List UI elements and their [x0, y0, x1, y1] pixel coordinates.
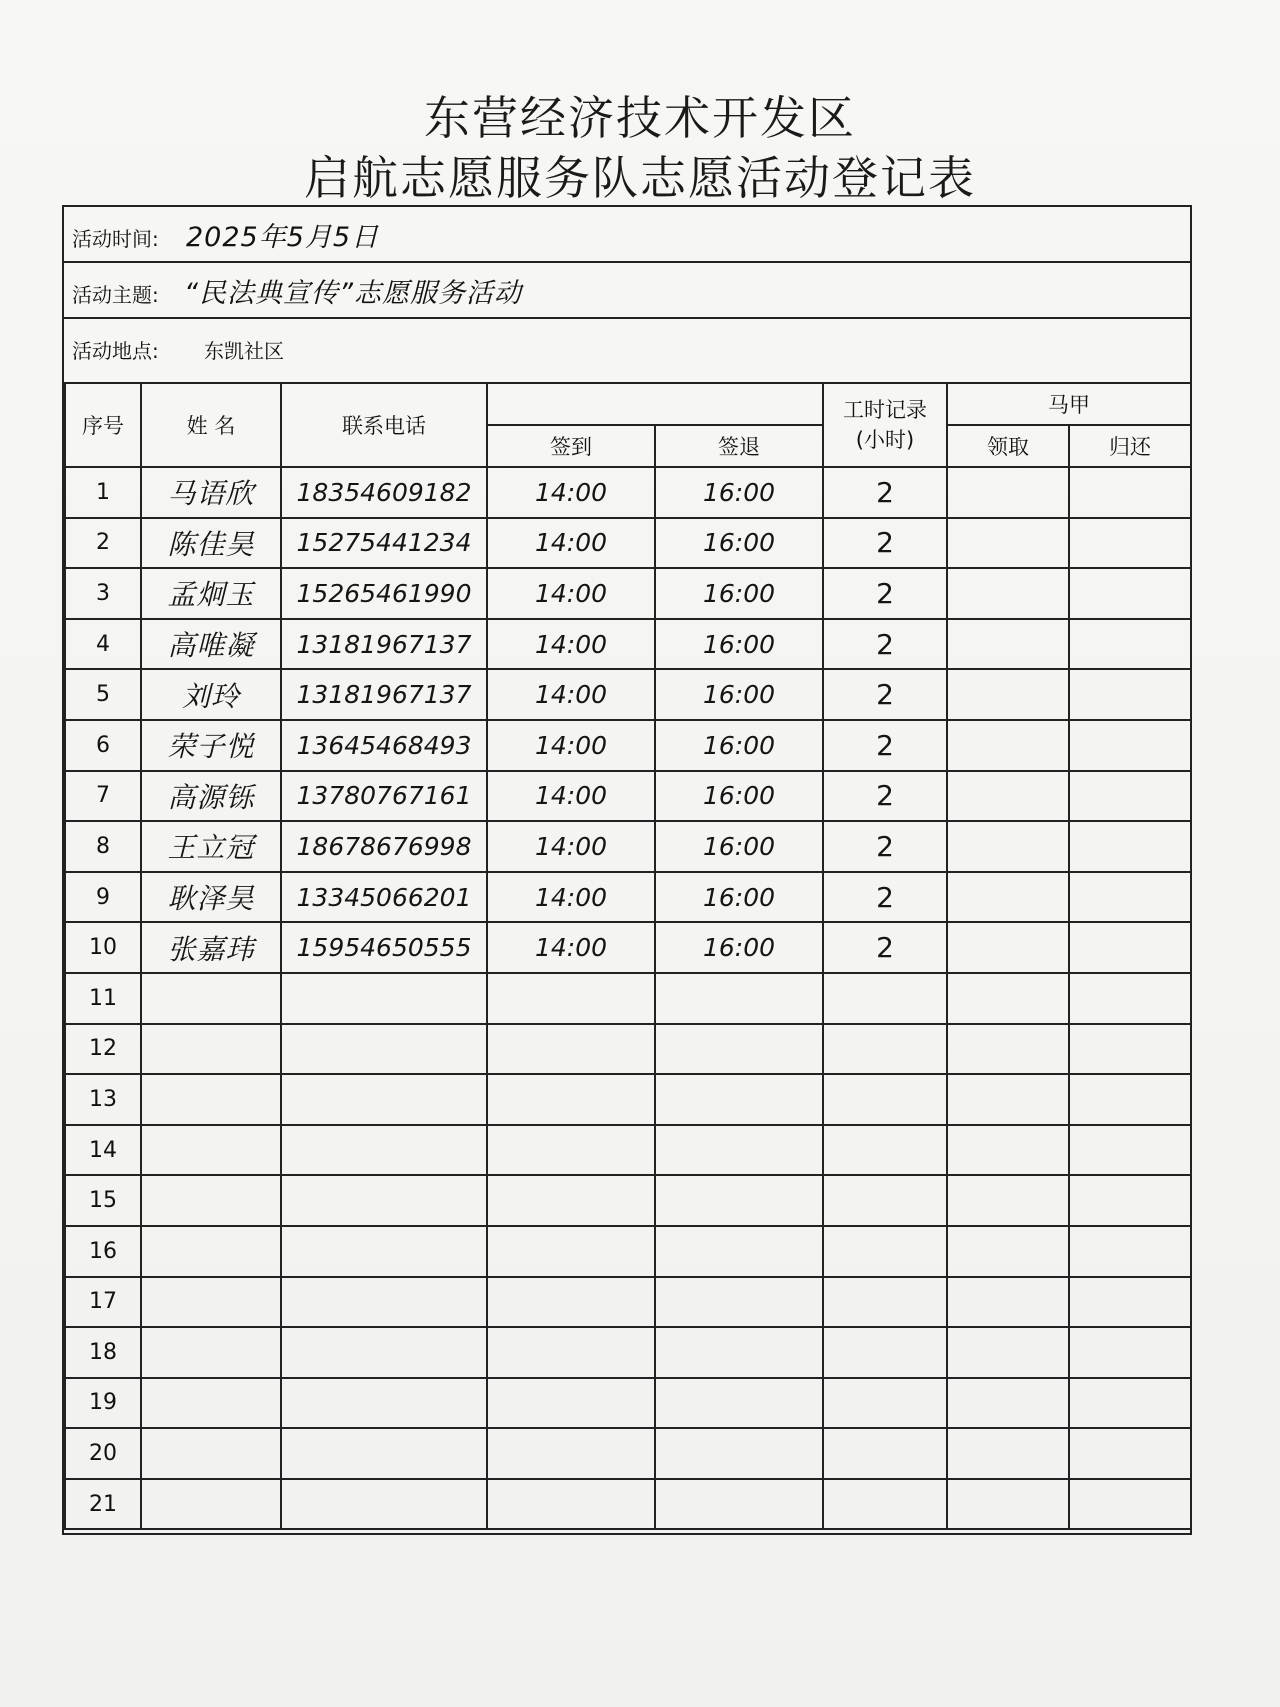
sign-out-cell[interactable]: 16:00: [655, 922, 823, 973]
hours-cell[interactable]: 2: [823, 720, 947, 771]
hours-cell[interactable]: [823, 1125, 947, 1176]
table-row: [65, 821, 1191, 872]
vest-return-cell[interactable]: [1069, 1479, 1191, 1530]
sign-in-cell[interactable]: [487, 1277, 655, 1328]
col-header-sign-out: 签退: [655, 425, 823, 467]
col-header-hours: [823, 383, 947, 467]
phone-cell[interactable]: 18678676998: [281, 821, 487, 872]
vest-receive-cell[interactable]: [947, 1024, 1069, 1075]
phone-cell[interactable]: 13780767161: [281, 771, 487, 822]
vest-receive-cell[interactable]: [947, 568, 1069, 619]
col-header-index: 序号: [65, 383, 141, 467]
phone-cell[interactable]: [281, 1428, 487, 1479]
row-index: 14: [65, 1125, 141, 1176]
phone-cell[interactable]: [281, 1074, 487, 1125]
table-row: [65, 1175, 1191, 1226]
sign-out-cell[interactable]: [655, 1226, 823, 1277]
vest-return-cell[interactable]: [1069, 1378, 1191, 1429]
hours-cell[interactable]: 2: [823, 568, 947, 619]
sign-in-cell[interactable]: [487, 973, 655, 1024]
vest-return-cell[interactable]: [1069, 973, 1191, 1024]
col-header-attendance-group: [487, 383, 823, 425]
table-row: [65, 922, 1191, 973]
table-row: [65, 1074, 1191, 1125]
phone-cell[interactable]: 15954650555: [281, 922, 487, 973]
phone-cell[interactable]: [281, 1226, 487, 1277]
hours-cell[interactable]: 2: [823, 771, 947, 822]
hours-cell[interactable]: [823, 1378, 947, 1429]
sign-in-cell[interactable]: [487, 1024, 655, 1075]
phone-cell[interactable]: 15265461990: [281, 568, 487, 619]
volunteer-name-cell[interactable]: 陈佳昊: [141, 518, 281, 569]
table-row: [65, 1125, 1191, 1176]
volunteer-name-cell[interactable]: 荣子悦: [141, 720, 281, 771]
volunteer-table: [64, 382, 1192, 1530]
sign-out-cell[interactable]: 16:00: [655, 720, 823, 771]
vest-receive-cell[interactable]: [947, 1479, 1069, 1530]
vest-return-cell[interactable]: [1069, 669, 1191, 720]
phone-cell[interactable]: [281, 973, 487, 1024]
sign-in-cell[interactable]: [487, 1428, 655, 1479]
sign-in-cell[interactable]: 14:00: [487, 821, 655, 872]
row-index: 11: [65, 973, 141, 1024]
row-index: 4: [65, 619, 141, 670]
hours-cell[interactable]: 2: [823, 821, 947, 872]
row-index: 5: [65, 669, 141, 720]
activity-time-value[interactable]: 2025年5月5日: [186, 222, 380, 253]
volunteer-name-cell[interactable]: [141, 1479, 281, 1530]
hours-cell[interactable]: 2: [823, 467, 947, 518]
table-row: [65, 669, 1191, 720]
activity-time-row: [64, 207, 1190, 263]
phone-cell[interactable]: 13181967137: [281, 669, 487, 720]
vest-return-cell[interactable]: [1069, 1277, 1191, 1328]
row-index: 12: [65, 1024, 141, 1075]
row-index: 3: [65, 568, 141, 619]
row-index: 8: [65, 821, 141, 872]
volunteer-name-cell[interactable]: 高源铄: [141, 771, 281, 822]
vest-receive-cell[interactable]: [947, 720, 1069, 771]
table-row: [65, 1277, 1191, 1328]
sign-out-cell[interactable]: [655, 1175, 823, 1226]
volunteer-name-cell[interactable]: 张嘉玮: [141, 922, 281, 973]
volunteer-name-cell[interactable]: 刘玲: [141, 669, 281, 720]
vest-return-cell[interactable]: [1069, 1175, 1191, 1226]
sign-out-cell[interactable]: 16:00: [655, 467, 823, 518]
volunteer-name-cell[interactable]: 耿泽昊: [141, 872, 281, 923]
col-header-sign-in: 签到: [487, 425, 655, 467]
volunteer-name-cell[interactable]: [141, 1428, 281, 1479]
sign-out-cell[interactable]: 16:00: [655, 821, 823, 872]
row-index: 7: [65, 771, 141, 822]
sign-out-cell[interactable]: 16:00: [655, 518, 823, 569]
col-header-hours-line1: 工时记录: [843, 398, 927, 422]
hours-cell[interactable]: 2: [823, 872, 947, 923]
table-row: [65, 872, 1191, 923]
vest-receive-cell[interactable]: [947, 1125, 1069, 1176]
page-title-line1: 东营经济技术开发区: [424, 91, 856, 145]
activity-theme-label: 活动主题:: [72, 283, 159, 307]
row-index: 20: [65, 1428, 141, 1479]
volunteer-name-cell[interactable]: [141, 973, 281, 1024]
sign-in-cell[interactable]: [487, 1074, 655, 1125]
col-header-vest-return: 归还: [1069, 425, 1191, 467]
table-row: [65, 1226, 1191, 1277]
sign-in-cell[interactable]: 14:00: [487, 720, 655, 771]
hours-cell[interactable]: [823, 973, 947, 1024]
hours-cell[interactable]: 2: [823, 619, 947, 670]
hours-cell[interactable]: [823, 1327, 947, 1378]
table-row: [65, 720, 1191, 771]
volunteer-name-cell[interactable]: [141, 1074, 281, 1125]
sign-out-cell[interactable]: [655, 1125, 823, 1176]
vest-receive-cell[interactable]: [947, 669, 1069, 720]
hours-cell[interactable]: [823, 1024, 947, 1075]
activity-time-label: 活动时间:: [72, 227, 159, 251]
vest-return-cell[interactable]: [1069, 568, 1191, 619]
table-row: [65, 1479, 1191, 1530]
vest-return-cell[interactable]: [1069, 720, 1191, 771]
sign-out-cell[interactable]: [655, 1327, 823, 1378]
vest-return-cell[interactable]: [1069, 922, 1191, 973]
phone-cell[interactable]: [281, 1378, 487, 1429]
sign-in-cell[interactable]: 14:00: [487, 467, 655, 518]
row-index: 6: [65, 720, 141, 771]
phone-cell[interactable]: 13645468493: [281, 720, 487, 771]
table-row: [65, 973, 1191, 1024]
vest-receive-cell[interactable]: [947, 1226, 1069, 1277]
row-index: 21: [65, 1479, 141, 1530]
sign-in-cell[interactable]: 14:00: [487, 872, 655, 923]
sign-in-cell[interactable]: [487, 1327, 655, 1378]
table-row: [65, 568, 1191, 619]
sign-out-cell[interactable]: [655, 1074, 823, 1125]
volunteer-name-cell[interactable]: [141, 1226, 281, 1277]
phone-cell[interactable]: [281, 1277, 487, 1328]
table-body: [65, 467, 1191, 1529]
hours-cell[interactable]: 2: [823, 518, 947, 569]
vest-return-cell[interactable]: [1069, 1226, 1191, 1277]
vest-return-cell[interactable]: [1069, 1125, 1191, 1176]
sign-in-cell[interactable]: 14:00: [487, 619, 655, 670]
sign-out-cell[interactable]: [655, 1428, 823, 1479]
volunteer-name-cell[interactable]: [141, 1125, 281, 1176]
volunteer-name-cell[interactable]: [141, 1378, 281, 1429]
row-index: 10: [65, 922, 141, 973]
vest-return-cell[interactable]: [1069, 821, 1191, 872]
hours-cell[interactable]: [823, 1479, 947, 1530]
sign-out-cell[interactable]: [655, 1479, 823, 1530]
table-row: [65, 1378, 1191, 1429]
vest-receive-cell[interactable]: [947, 467, 1069, 518]
row-index: 2: [65, 518, 141, 569]
table-row: [65, 1327, 1191, 1378]
col-header-phone: 联系电话: [281, 383, 487, 467]
row-index: 17: [65, 1277, 141, 1328]
hours-cell[interactable]: [823, 1428, 947, 1479]
page-title-line2: 启航志愿服务队志愿活动登记表: [304, 151, 976, 205]
volunteer-name-cell[interactable]: 孟炯玉: [141, 568, 281, 619]
vest-receive-cell[interactable]: [947, 1327, 1069, 1378]
vest-receive-cell[interactable]: [947, 872, 1069, 923]
vest-receive-cell[interactable]: [947, 518, 1069, 569]
phone-cell[interactable]: 15275441234: [281, 518, 487, 569]
vest-receive-cell[interactable]: [947, 1074, 1069, 1125]
vest-return-cell[interactable]: [1069, 619, 1191, 670]
vest-receive-cell[interactable]: [947, 821, 1069, 872]
hours-cell[interactable]: 2: [823, 922, 947, 973]
volunteer-name-cell[interactable]: 高唯凝: [141, 619, 281, 670]
hours-cell[interactable]: [823, 1175, 947, 1226]
sign-in-cell[interactable]: [487, 1479, 655, 1530]
phone-cell[interactable]: 18354609182: [281, 467, 487, 518]
sign-out-cell[interactable]: 16:00: [655, 872, 823, 923]
col-header-hours-line2: (小时): [855, 428, 915, 452]
volunteer-name-cell[interactable]: [141, 1024, 281, 1075]
vest-return-cell[interactable]: [1069, 1428, 1191, 1479]
table-row: [65, 1024, 1191, 1075]
row-index: 15: [65, 1175, 141, 1226]
col-header-vest-receive: 领取: [947, 425, 1069, 467]
volunteer-name-cell[interactable]: [141, 1277, 281, 1328]
activity-theme-value[interactable]: “民法典宣传”志愿服务活动: [184, 278, 522, 309]
vest-return-cell[interactable]: [1069, 771, 1191, 822]
vest-receive-cell[interactable]: [947, 1428, 1069, 1479]
vest-receive-cell[interactable]: [947, 1378, 1069, 1429]
sign-out-cell[interactable]: 16:00: [655, 568, 823, 619]
table-row: [65, 1428, 1191, 1479]
volunteer-name-cell[interactable]: 王立冠: [141, 821, 281, 872]
table-row: [65, 518, 1191, 569]
vest-receive-cell[interactable]: [947, 1277, 1069, 1328]
vest-receive-cell[interactable]: [947, 619, 1069, 670]
vest-return-cell[interactable]: [1069, 1024, 1191, 1075]
hours-cell[interactable]: 2: [823, 669, 947, 720]
col-header-name: 姓 名: [141, 383, 281, 467]
row-index: 16: [65, 1226, 141, 1277]
vest-receive-cell[interactable]: [947, 922, 1069, 973]
sign-out-cell[interactable]: [655, 1378, 823, 1429]
activity-theme-row: [64, 263, 1190, 319]
volunteer-name-cell[interactable]: [141, 1175, 281, 1226]
row-index: 19: [65, 1378, 141, 1429]
vest-receive-cell[interactable]: [947, 1175, 1069, 1226]
volunteer-name-cell[interactable]: [141, 1327, 281, 1378]
sign-in-cell[interactable]: 14:00: [487, 568, 655, 619]
sign-out-cell[interactable]: 16:00: [655, 619, 823, 670]
hours-cell[interactable]: [823, 1074, 947, 1125]
row-index: 18: [65, 1327, 141, 1378]
vest-receive-cell[interactable]: [947, 973, 1069, 1024]
vest-return-cell[interactable]: [1069, 518, 1191, 569]
table-row: [65, 771, 1191, 822]
hours-cell[interactable]: [823, 1277, 947, 1328]
table-row: [65, 619, 1191, 670]
sign-in-cell[interactable]: 14:00: [487, 669, 655, 720]
table-row: [65, 467, 1191, 518]
activity-place-row: [64, 319, 1190, 375]
sign-in-cell[interactable]: [487, 1226, 655, 1277]
phone-cell[interactable]: [281, 1479, 487, 1530]
phone-cell[interactable]: [281, 1327, 487, 1378]
sign-in-cell[interactable]: 14:00: [487, 771, 655, 822]
row-index: 1: [65, 467, 141, 518]
sign-out-cell[interactable]: [655, 973, 823, 1024]
hours-cell[interactable]: [823, 1226, 947, 1277]
col-header-vest: 马甲: [947, 383, 1191, 425]
activity-place-label: 活动地点:: [72, 339, 159, 363]
volunteer-name-cell[interactable]: 马语欣: [141, 467, 281, 518]
sign-in-cell[interactable]: 14:00: [487, 922, 655, 973]
sign-in-cell[interactable]: [487, 1175, 655, 1226]
sign-in-cell[interactable]: [487, 1125, 655, 1176]
sign-out-cell[interactable]: 16:00: [655, 669, 823, 720]
sign-out-cell[interactable]: 16:00: [655, 771, 823, 822]
row-index: 9: [65, 872, 141, 923]
vest-return-cell[interactable]: [1069, 467, 1191, 518]
phone-cell[interactable]: 13345066201: [281, 872, 487, 923]
vest-return-cell[interactable]: [1069, 1327, 1191, 1378]
sign-in-cell[interactable]: [487, 1378, 655, 1429]
row-index: 13: [65, 1074, 141, 1125]
phone-cell[interactable]: [281, 1024, 487, 1075]
phone-cell[interactable]: 13181967137: [281, 619, 487, 670]
phone-cell[interactable]: [281, 1175, 487, 1226]
sign-in-cell[interactable]: 14:00: [487, 518, 655, 569]
vest-receive-cell[interactable]: [947, 771, 1069, 822]
sign-out-cell[interactable]: [655, 1024, 823, 1075]
registration-form: [62, 205, 1192, 1535]
sign-out-cell[interactable]: [655, 1277, 823, 1328]
phone-cell[interactable]: [281, 1125, 487, 1176]
vest-return-cell[interactable]: [1069, 1074, 1191, 1125]
activity-place-value[interactable]: 东凯社区: [204, 339, 284, 363]
vest-return-cell[interactable]: [1069, 872, 1191, 923]
